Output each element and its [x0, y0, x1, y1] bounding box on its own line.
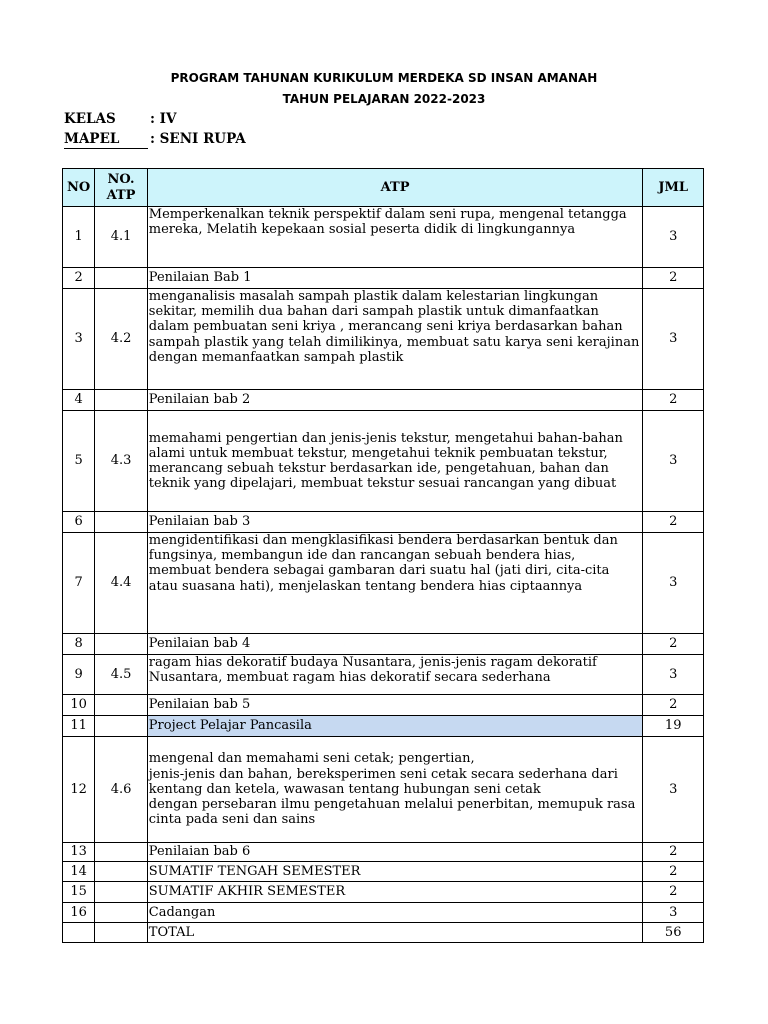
class-info	[64, 111, 176, 127]
row-jml: 2	[643, 695, 704, 716]
row-no: 5	[63, 411, 95, 512]
row-jml: 2	[643, 862, 704, 882]
row-jml: 2	[643, 634, 704, 655]
row-atp: Project Pelajar Pancasila	[147, 716, 643, 737]
row-no-atp: 4.5	[95, 655, 147, 695]
row-no-atp: 4.2	[95, 289, 147, 390]
table-row	[63, 512, 704, 533]
table-row	[63, 411, 704, 512]
row-no-atp	[95, 716, 147, 737]
class-value: : IV	[150, 111, 177, 127]
table-row	[63, 843, 704, 862]
row-atp: memahami pengertian dan jenis-jenis tekstur, mengetahui bahan-bahan alami untuk membuat tekstur, mengetahui teknik pembuatan tekstur, merancang sebuah tekstur berdasarkan ide, pengetahuan, bahan dan teknik yang dipelajari, membuat tekstur sesuai rancangan yang dibuat	[147, 411, 643, 512]
subject-underline	[64, 148, 148, 149]
row-no-atp	[95, 923, 147, 943]
row-no-atp	[95, 903, 147, 923]
header-atp: ATP	[147, 169, 643, 207]
row-no: 10	[63, 695, 95, 716]
row-no-atp: 4.4	[95, 533, 147, 634]
row-no: 14	[63, 862, 95, 882]
row-no-atp	[95, 634, 147, 655]
table-row	[63, 903, 704, 923]
row-no: 12	[63, 737, 95, 843]
document-title: PROGRAM TAHUNAN KURIKULUM MERDEKA SD INSAN AMANAH	[170, 71, 598, 85]
table-body	[63, 207, 704, 943]
row-atp: Cadangan	[147, 903, 643, 923]
row-no: 4	[63, 390, 95, 411]
subject-value: : SENI RUPA	[150, 131, 246, 147]
table-row	[63, 533, 704, 634]
row-no: 3	[63, 289, 95, 390]
row-jml: 3	[643, 737, 704, 843]
row-atp: SUMATIF TENGAH SEMESTER	[147, 862, 643, 882]
row-jml: 3	[643, 289, 704, 390]
row-no: 13	[63, 843, 95, 862]
row-jml: 56	[643, 923, 704, 943]
row-no-atp	[95, 695, 147, 716]
row-jml: 3	[643, 207, 704, 268]
row-no-atp	[95, 390, 147, 411]
row-atp: ragam hias dekoratif budaya Nusantara, jenis-jenis ragam dekoratif Nusantara, membuat ragam hias dekoratif secara sederhana	[147, 655, 643, 695]
row-jml: 2	[643, 843, 704, 862]
academic-year: TAHUN PELAJARAN 2022-2023	[282, 92, 486, 106]
row-no	[63, 923, 95, 943]
row-atp: mengidentifikasi dan mengklasifikasi bendera berdasarkan bentuk dan fungsinya, membangun ide dan rancangan sebuah bendera hias, membuat bendera sebagai gambaran dari suatu hal (jati diri, cita-cita atau suasana hati), menjelaskan tentang bendera hias ciptaannya	[147, 533, 643, 634]
row-no-atp	[95, 882, 147, 903]
header-no: NO	[63, 169, 95, 207]
table-row	[63, 390, 704, 411]
table-row	[63, 862, 704, 882]
row-jml: 2	[643, 390, 704, 411]
row-atp: Penilaian bab 5	[147, 695, 643, 716]
row-atp: Penilaian bab 2	[147, 390, 643, 411]
table-row	[63, 289, 704, 390]
row-no: 6	[63, 512, 95, 533]
row-no: 2	[63, 268, 95, 289]
table-row	[63, 634, 704, 655]
row-no: 1	[63, 207, 95, 268]
row-atp: Penilaian bab 3	[147, 512, 643, 533]
row-atp: Penilaian Bab 1	[147, 268, 643, 289]
row-jml: 2	[643, 512, 704, 533]
row-jml: 3	[643, 903, 704, 923]
row-atp: TOTAL	[147, 923, 643, 943]
table-row	[63, 716, 704, 737]
table-row	[63, 923, 704, 943]
row-atp: Memperkenalkan teknik perspektif dalam seni rupa, mengenal tetangga mereka, Melatih kepekaan sosial peserta didik di lingkungannya	[147, 207, 643, 268]
row-no: 7	[63, 533, 95, 634]
header-no-atp: NO. ATP	[95, 169, 147, 207]
row-no-atp	[95, 512, 147, 533]
row-jml: 3	[643, 533, 704, 634]
row-no-atp	[95, 862, 147, 882]
row-no-atp: 4.6	[95, 737, 147, 843]
row-no: 11	[63, 716, 95, 737]
header-jml: JML	[643, 169, 704, 207]
row-no-atp: 4.3	[95, 411, 147, 512]
row-jml: 19	[643, 716, 704, 737]
table-row	[63, 695, 704, 716]
table-row	[63, 268, 704, 289]
table-row	[63, 737, 704, 843]
row-atp: Penilaian bab 6	[147, 843, 643, 862]
row-jml: 2	[643, 268, 704, 289]
row-no-atp: 4.1	[95, 207, 147, 268]
row-no: 8	[63, 634, 95, 655]
row-jml: 3	[643, 411, 704, 512]
table-header-row	[63, 169, 704, 207]
row-jml: 2	[643, 882, 704, 903]
row-atp: mengenal dan memahami seni cetak; pengertian, jenis-jenis dan bahan, bereksperimen seni cetak secara sederhana dari kentang dan ketela, wawasan tentang hubungan seni cetak dengan persebaran ilmu pengetahuan melalui penerbitan, memupuk rasa cinta pada seni dan sains	[147, 737, 643, 843]
row-atp: Penilaian bab 4	[147, 634, 643, 655]
table-row	[63, 882, 704, 903]
row-no-atp	[95, 843, 147, 862]
row-atp: SUMATIF AKHIR SEMESTER	[147, 882, 643, 903]
row-no-atp	[95, 268, 147, 289]
table-row	[63, 207, 704, 268]
row-no: 9	[63, 655, 95, 695]
row-atp: menganalisis masalah sampah plastik dalam kelestarian lingkungan sekitar, memilih dua bahan dari sampah plastik untuk dimanfaatkan dalam pembuatan seni kriya , merancang seni kriya berdasarkan bahan sampah plastik yang telah dimilikinya, membuat satu karya seni kerajinan dengan memanfaatkan sampah plastik	[147, 289, 643, 390]
row-jml: 3	[643, 655, 704, 695]
atp-table	[62, 168, 704, 943]
row-no: 16	[63, 903, 95, 923]
class-label: KELAS	[64, 111, 116, 127]
subject-info	[64, 131, 246, 147]
row-no: 15	[63, 882, 95, 903]
table-row	[63, 655, 704, 695]
subject-label: MAPEL	[64, 131, 120, 147]
